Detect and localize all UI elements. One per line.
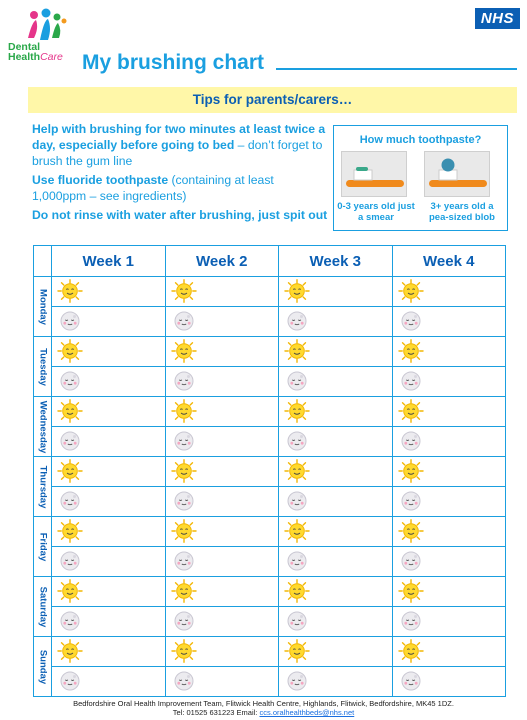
- day-label: Thursday: [37, 465, 48, 508]
- morning-brushing-cell[interactable]: [52, 637, 166, 667]
- sun-icon: [284, 339, 310, 368]
- bedtime-brushing-cell[interactable]: [279, 427, 393, 457]
- moon-icon: [398, 669, 424, 698]
- chart-row: [34, 607, 506, 637]
- morning-brushing-cell[interactable]: [279, 457, 393, 487]
- morning-brushing-cell[interactable]: [279, 277, 393, 307]
- sun-icon: [171, 519, 197, 548]
- day-label: Monday: [37, 288, 48, 325]
- toothbrush-pea-blob-icon: [425, 152, 489, 196]
- dental-health-care-logo: [8, 8, 70, 70]
- bedtime-brushing-cell[interactable]: [52, 547, 166, 577]
- chart-header-row: [34, 246, 506, 277]
- sun-icon: [57, 639, 83, 668]
- logo-wordmark: [8, 42, 63, 62]
- moon-icon: [284, 549, 310, 573]
- moon-icon: [57, 369, 83, 393]
- bedtime-brushing-cell[interactable]: [279, 667, 393, 697]
- morning-brushing-cell[interactable]: [392, 637, 506, 667]
- day-label: Saturday: [37, 586, 48, 627]
- chart-row: [34, 277, 506, 307]
- morning-brushing-cell[interactable]: [392, 457, 506, 487]
- bedtime-brushing-cell[interactable]: [392, 367, 506, 397]
- sun-icon: [398, 399, 424, 428]
- sun-icon: [398, 579, 424, 608]
- sun-icon: [284, 579, 310, 608]
- morning-brushing-cell[interactable]: [392, 577, 506, 607]
- chart-row: [34, 487, 506, 517]
- sun-icon: [57, 339, 83, 363]
- moon-icon: [57, 669, 83, 698]
- bedtime-brushing-cell[interactable]: [279, 307, 393, 337]
- bedtime-brushing-cell[interactable]: [165, 427, 279, 457]
- sun-icon: [57, 459, 83, 483]
- sun-icon: [57, 339, 83, 368]
- moon-icon: [57, 609, 83, 633]
- moon-icon: [171, 609, 197, 633]
- day-label: Wednesday: [37, 400, 48, 453]
- moon-icon: [57, 429, 83, 453]
- sun-icon: [284, 279, 310, 308]
- bedtime-brushing-cell[interactable]: [52, 427, 166, 457]
- moon-icon: [57, 429, 83, 458]
- footer-email-link[interactable]: ccs.oralhealthbeds@nhs.net: [259, 708, 355, 717]
- morning-brushing-cell[interactable]: [279, 517, 393, 547]
- sun-icon: [57, 519, 83, 548]
- week-1-header: Week 1: [52, 246, 166, 277]
- sun-icon: [171, 339, 197, 363]
- moon-icon: [398, 609, 424, 638]
- week-2-header: Week 2: [165, 246, 279, 277]
- sun-icon: [57, 579, 83, 603]
- morning-brushing-cell[interactable]: [279, 397, 393, 427]
- sun-icon: [284, 399, 310, 423]
- moon-icon: [171, 369, 197, 398]
- chart-row: [34, 397, 506, 427]
- logo-line-health: Health: [8, 51, 41, 63]
- footer-contact: Tel: 01525 631223 Email:: [172, 708, 260, 717]
- sun-icon: [398, 339, 424, 363]
- sun-icon: [171, 579, 197, 603]
- day-cell: [34, 577, 52, 637]
- day-cell: [34, 397, 52, 457]
- moon-icon: [398, 609, 424, 633]
- moon-icon: [171, 369, 197, 393]
- moon-icon: [284, 369, 310, 393]
- sun-icon: [171, 579, 197, 608]
- tip-brushing: [32, 121, 328, 169]
- sun-icon: [171, 519, 197, 543]
- morning-brushing-cell[interactable]: [52, 457, 166, 487]
- sun-icon: [398, 639, 424, 663]
- morning-brushing-cell[interactable]: [52, 397, 166, 427]
- bedtime-brushing-cell[interactable]: [279, 367, 393, 397]
- title-underline: [276, 68, 517, 70]
- sun-icon: [171, 399, 197, 428]
- sun-icon: [284, 519, 310, 548]
- morning-brushing-cell[interactable]: [392, 277, 506, 307]
- bedtime-brushing-cell[interactable]: [165, 307, 279, 337]
- moon-icon: [57, 309, 83, 333]
- morning-brushing-cell[interactable]: [165, 637, 279, 667]
- moon-icon: [398, 669, 424, 693]
- moon-icon: [171, 669, 197, 693]
- sun-icon: [284, 459, 310, 483]
- bedtime-brushing-cell[interactable]: [279, 547, 393, 577]
- sun-icon: [57, 639, 83, 663]
- chart-row: [34, 547, 506, 577]
- moon-icon: [398, 429, 424, 458]
- moon-icon: [57, 309, 83, 338]
- day-cell: [34, 517, 52, 577]
- sun-icon: [398, 399, 424, 423]
- tip-brushing-bold: Help with brushing for two minutes at least twice a day, especially before going to bed: [32, 122, 326, 152]
- moon-icon: [57, 369, 83, 398]
- sun-icon: [398, 279, 424, 303]
- bedtime-brushing-cell[interactable]: [165, 367, 279, 397]
- sun-icon: [57, 579, 83, 608]
- morning-brushing-cell[interactable]: [165, 397, 279, 427]
- pea-blob-caption: 3+ years old a pea-sized blob: [429, 201, 495, 223]
- sun-icon: [171, 639, 197, 668]
- bedtime-brushing-cell[interactable]: [392, 667, 506, 697]
- moon-icon: [57, 609, 83, 638]
- bedtime-brushing-cell[interactable]: [279, 487, 393, 517]
- bedtime-brushing-cell[interactable]: [279, 607, 393, 637]
- moon-icon: [171, 489, 197, 513]
- moon-icon: [284, 489, 310, 513]
- bedtime-brushing-cell[interactable]: [52, 367, 166, 397]
- moon-icon: [284, 309, 310, 333]
- sun-icon: [284, 279, 310, 303]
- bedtime-brushing-cell[interactable]: [165, 667, 279, 697]
- moon-icon: [398, 549, 424, 573]
- morning-brushing-cell[interactable]: [165, 457, 279, 487]
- tip-fluoride-bold: Use fluoride toothpaste: [32, 173, 169, 187]
- chart-row: [34, 577, 506, 607]
- sun-icon: [398, 459, 424, 488]
- moon-icon: [398, 309, 424, 338]
- sun-icon: [171, 459, 197, 483]
- tips-list: [32, 121, 328, 226]
- morning-brushing-cell[interactable]: [279, 337, 393, 367]
- moon-icon: [284, 489, 310, 518]
- moon-icon: [284, 609, 310, 633]
- tip-rinse: [32, 207, 328, 223]
- bedtime-brushing-cell[interactable]: [392, 487, 506, 517]
- bedtime-brushing-cell[interactable]: [165, 487, 279, 517]
- tip-rinse-bold: Do not rinse with water after brushing, just spit out: [32, 208, 328, 222]
- sun-icon: [284, 459, 310, 488]
- moon-icon: [57, 549, 83, 573]
- moon-icon: [284, 309, 310, 338]
- chart-row: [34, 367, 506, 397]
- bedtime-brushing-cell[interactable]: [392, 427, 506, 457]
- sun-icon: [398, 519, 424, 543]
- smear-toothbrush-photo: [341, 151, 407, 197]
- sun-icon: [398, 639, 424, 668]
- sun-icon: [284, 579, 310, 603]
- morning-brushing-cell[interactable]: [279, 637, 393, 667]
- moon-icon: [398, 429, 424, 453]
- moon-icon: [171, 309, 197, 338]
- moon-icon: [171, 489, 197, 518]
- chart-corner-cell: [34, 246, 52, 277]
- chart-row: [34, 457, 506, 487]
- sun-icon: [57, 399, 83, 428]
- sun-icon: [57, 459, 83, 488]
- moon-icon: [398, 369, 424, 398]
- sun-icon: [398, 519, 424, 548]
- brushing-chart-table: [33, 245, 506, 697]
- moon-icon: [171, 609, 197, 638]
- bedtime-brushing-cell[interactable]: [392, 307, 506, 337]
- morning-brushing-cell[interactable]: [392, 397, 506, 427]
- moon-icon: [171, 309, 197, 333]
- morning-brushing-cell[interactable]: [279, 577, 393, 607]
- chart-row: [34, 667, 506, 697]
- page-title: My brushing chart: [82, 51, 265, 74]
- tip-brushing-rest: – don’t forget to brush the gum line: [32, 138, 323, 168]
- moon-icon: [171, 669, 197, 698]
- day-label: Tuesday: [37, 347, 48, 386]
- sun-icon: [398, 339, 424, 368]
- sun-icon: [398, 279, 424, 308]
- moon-icon: [171, 429, 197, 458]
- sun-icon: [171, 339, 197, 368]
- pea-blob-toothbrush-photo: [424, 151, 490, 197]
- morning-brushing-cell[interactable]: [52, 577, 166, 607]
- sun-icon: [284, 639, 310, 663]
- morning-brushing-cell[interactable]: [165, 277, 279, 307]
- footer: [0, 699, 527, 717]
- morning-brushing-cell[interactable]: [52, 337, 166, 367]
- day-cell: [34, 277, 52, 337]
- morning-brushing-cell[interactable]: [165, 517, 279, 547]
- bedtime-brushing-cell[interactable]: [52, 307, 166, 337]
- moon-icon: [57, 669, 83, 693]
- moon-icon: [284, 549, 310, 578]
- moon-icon: [171, 549, 197, 573]
- morning-brushing-cell[interactable]: [52, 517, 166, 547]
- sun-icon: [398, 579, 424, 603]
- sun-icon: [171, 279, 197, 308]
- moon-icon: [398, 549, 424, 578]
- moon-icon: [284, 369, 310, 398]
- logo-line-dental: Dental: [8, 41, 41, 53]
- moon-icon: [398, 489, 424, 513]
- moon-icon: [284, 609, 310, 638]
- tip-fluoride-rest: (containing at least 1,000ppm – see ingredients): [32, 173, 274, 203]
- bedtime-brushing-cell[interactable]: [392, 607, 506, 637]
- sun-icon: [171, 399, 197, 423]
- sun-icon: [284, 519, 310, 543]
- moon-icon: [284, 429, 310, 458]
- moon-icon: [284, 429, 310, 453]
- morning-brushing-cell[interactable]: [392, 517, 506, 547]
- day-label: Friday: [37, 532, 48, 561]
- bedtime-brushing-cell[interactable]: [52, 607, 166, 637]
- sun-icon: [284, 639, 310, 668]
- moon-icon: [284, 669, 310, 693]
- tip-fluoride: [32, 172, 328, 204]
- sun-icon: [57, 399, 83, 423]
- sun-icon: [171, 459, 197, 488]
- moon-icon: [57, 549, 83, 578]
- chart-row: [34, 517, 506, 547]
- morning-brushing-cell[interactable]: [392, 337, 506, 367]
- day-cell: [34, 457, 52, 517]
- morning-brushing-cell[interactable]: [52, 277, 166, 307]
- moon-icon: [57, 489, 83, 513]
- sun-icon: [171, 639, 197, 663]
- day-cell: [34, 637, 52, 697]
- sun-icon: [284, 339, 310, 363]
- sun-icon: [57, 279, 83, 303]
- bedtime-brushing-cell[interactable]: [165, 607, 279, 637]
- day-cell: [34, 337, 52, 397]
- sun-icon: [57, 519, 83, 543]
- moon-icon: [398, 369, 424, 393]
- toothpaste-box-title: How much toothpaste?: [359, 134, 482, 146]
- footer-address: Bedfordshire Oral Health Improvement Team, Flitwick Health Centre, Highlands, Flitwick, Bedfordshire, MK45 1DZ.: [73, 699, 454, 708]
- smear-caption: 0-3 years old just a smear: [337, 201, 415, 223]
- sun-icon: [284, 399, 310, 428]
- moon-icon: [398, 489, 424, 518]
- chart-row: [34, 637, 506, 667]
- moon-icon: [284, 669, 310, 698]
- sun-icon: [171, 279, 197, 303]
- chart-row: [34, 307, 506, 337]
- sun-icon: [57, 279, 83, 308]
- toothpaste-amount-box: [333, 125, 508, 231]
- moon-icon: [171, 429, 197, 453]
- toothbrush-smear-icon: [342, 152, 406, 196]
- week-4-header: Week 4: [392, 246, 506, 277]
- moon-icon: [57, 489, 83, 518]
- moon-icon: [171, 549, 197, 578]
- morning-brushing-cell[interactable]: [165, 577, 279, 607]
- bedtime-brushing-cell[interactable]: [52, 487, 166, 517]
- chart-row: [34, 427, 506, 457]
- bedtime-brushing-cell[interactable]: [165, 547, 279, 577]
- week-3-header: Week 3: [279, 246, 393, 277]
- day-label: Sunday: [37, 649, 48, 684]
- morning-brushing-cell[interactable]: [165, 337, 279, 367]
- bedtime-brushing-cell[interactable]: [392, 547, 506, 577]
- bedtime-brushing-cell[interactable]: [52, 667, 166, 697]
- sun-icon: [398, 459, 424, 483]
- logo-line-care: Care: [40, 51, 63, 63]
- moon-icon: [398, 309, 424, 333]
- chart-row: [34, 337, 506, 367]
- nhs-badge: NHS: [475, 8, 520, 29]
- family-figures-icon: [24, 8, 68, 42]
- tips-banner: Tips for parents/carers…: [28, 87, 517, 113]
